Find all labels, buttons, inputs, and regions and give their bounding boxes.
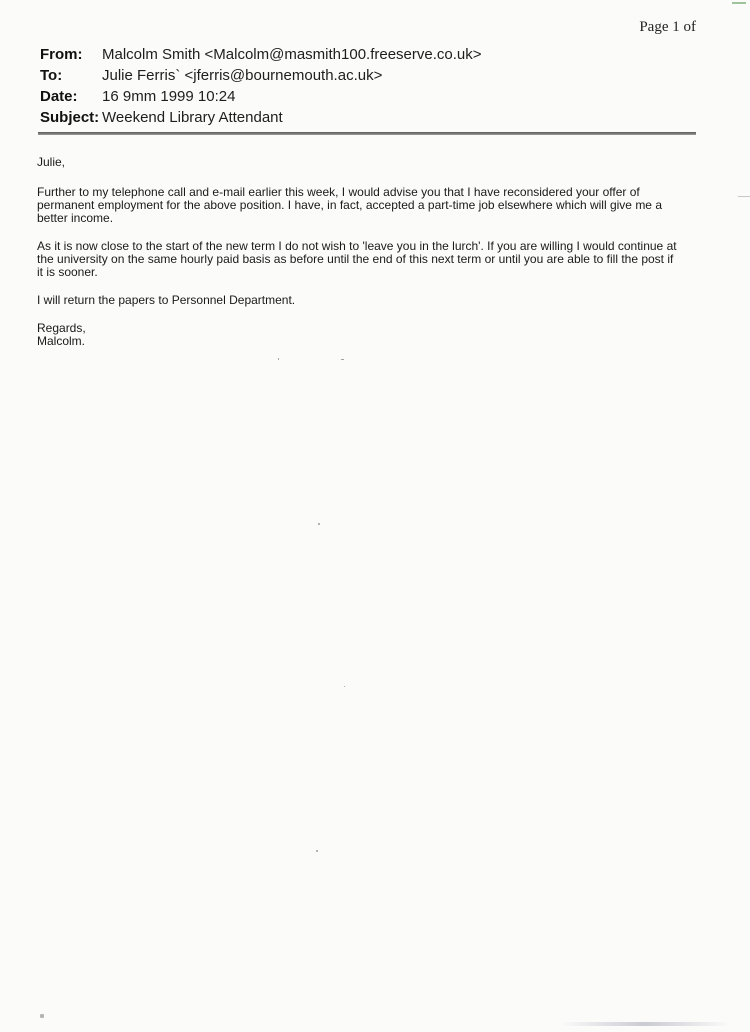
paragraph-2-line-3: it is sooner. bbox=[37, 265, 98, 279]
scan-edge-mark bbox=[738, 196, 750, 197]
paragraph-2-line-1: As it is now close to the start of the new term I do not wish to 'leave you in the lurch'. If you are willing I would continue at bbox=[37, 239, 677, 253]
paragraph-3: I will return the papers to Personnel Department. bbox=[37, 293, 296, 307]
scan-speck bbox=[316, 850, 318, 852]
header-divider bbox=[38, 132, 696, 135]
from-value: Malcolm Smith <Malcolm@masmith100.freeserve.co.uk> bbox=[102, 46, 482, 63]
date-label: Date: bbox=[40, 88, 78, 105]
closing: Regards, bbox=[37, 321, 86, 335]
paragraph-1-line-2: permanent employment for the above position. I have, in fact, accepted a part-time job elsewhere which will give me a bbox=[37, 198, 662, 212]
paragraph-1 bbox=[37, 186, 699, 225]
scan-mark bbox=[732, 2, 746, 4]
from-label: From: bbox=[40, 46, 83, 63]
subject-label: Subject: bbox=[40, 109, 100, 126]
to-row bbox=[40, 65, 696, 86]
scan-speck bbox=[341, 359, 344, 360]
subject-value: Weekend Library Attendant bbox=[102, 109, 283, 126]
greeting: Julie, bbox=[37, 155, 66, 169]
sign-off bbox=[37, 322, 699, 348]
paragraph-2-line-2: the university on the same hourly paid basis as before until the end of this next term or until you are able to fill the post if bbox=[37, 252, 674, 266]
scan-speck bbox=[278, 358, 279, 360]
email-body bbox=[37, 156, 699, 363]
paragraph-1-line-3: better income. bbox=[37, 211, 114, 225]
scan-smudge bbox=[560, 1022, 730, 1026]
date-value: 16 9mm 1999 10:24 bbox=[102, 88, 236, 105]
scan-speck bbox=[344, 686, 345, 687]
date-row bbox=[40, 86, 696, 107]
paragraph-1-line-1: Further to my telephone call and e-mail earlier this week, I would advise you that I have reconsidered your offer of bbox=[37, 185, 640, 199]
paragraph-2 bbox=[37, 240, 699, 279]
scan-speck bbox=[318, 523, 320, 525]
from-row bbox=[40, 44, 696, 65]
subject-row bbox=[40, 107, 696, 128]
signature: Malcolm. bbox=[37, 334, 86, 348]
scan-speck bbox=[40, 1014, 44, 1018]
to-value: Julie Ferris` <jferris@bournemouth.ac.uk> bbox=[102, 67, 383, 84]
page-number-label: Page 1 of bbox=[639, 19, 696, 35]
to-label: To: bbox=[40, 67, 63, 84]
email-header bbox=[40, 44, 696, 128]
